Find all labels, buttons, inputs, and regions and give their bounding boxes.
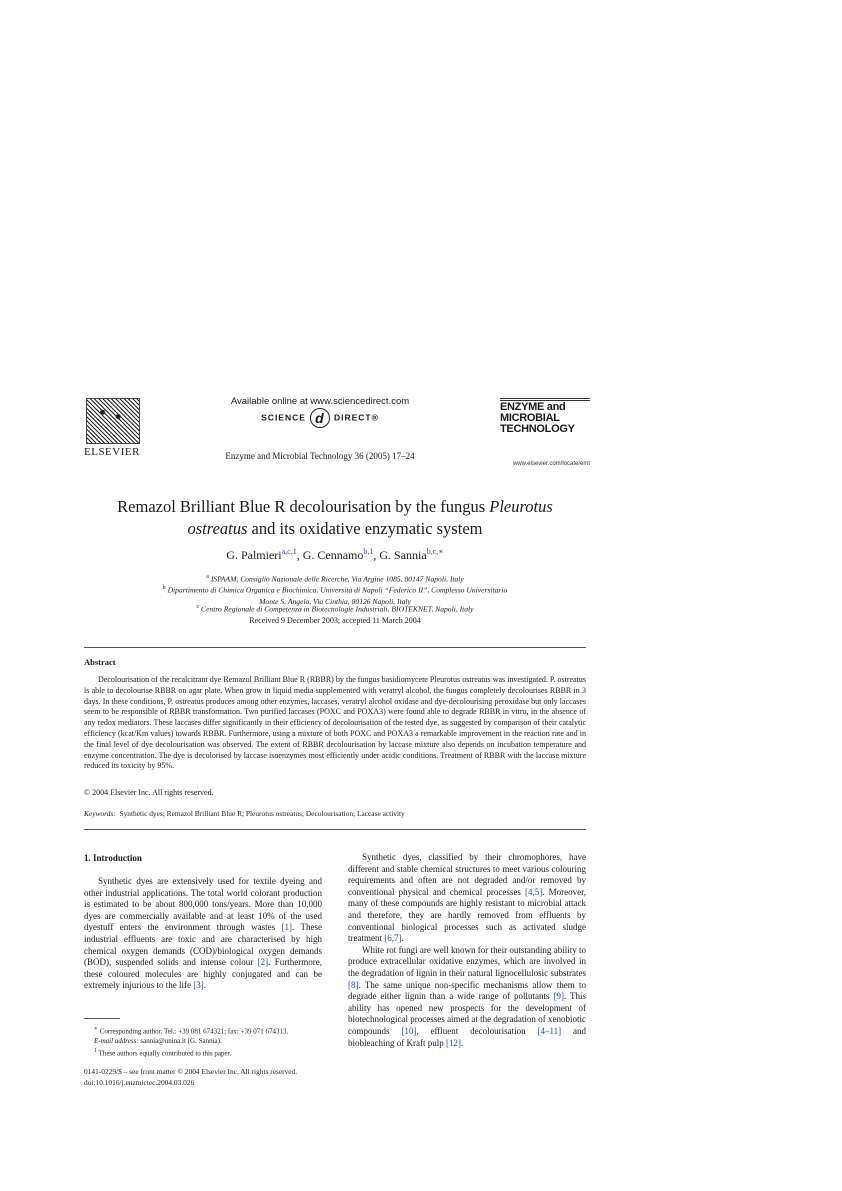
abstract-text: Decolourisation of the recalcitrant dye Remazol Brilliant Blue R (RBBR) by the fungus basidiomycete Pleurotus ostreatus was investigated. P. ostreatus is able to decolourise RBBR on agar plate. When grow in liquid media supplemented with veratryl alcohol, the fungus completely decolourises RBBR in 3 days. In these conditions, P. ostreatus produces among other enzymes, laccases, veratryl alcohol oxidase and dye-decolourising peroxidase but only laccases seem to be responsible of RBBR transformation. Two purified laccases (POXC and POXA3) were found able to degrade RBBR in vitro, in the absence of any redox mediators. These laccases differ significantly in their efficiency of decolourisation of the tested dye, as suggested by comparison of their catalytic efficiency (kcat/Km values) towards RBBR. Furthermore, using a mixture of both POXC and POXA3 a remarkable improvement in the reaction rate and in the final level of dye decolourisation was observed. The extent of RBBR decolourisation by laccase mixture also depends on incubation temperature and enzyme concentration. The dye is decolorised by laccase isoenzymes most efficiently under acidic conditions. Treatment of RBBR with the laccase mixture reduced its toxicity by 95%.: [84, 675, 586, 771]
keywords-text: Synthetic dyes; Remazol Brilliant Blue R; Pleurotus ostreatus; Decolourisation; Laccase activity: [119, 809, 405, 818]
footnote-rule: [84, 1018, 120, 1019]
publication-meta: [84, 1067, 344, 1088]
section-heading-introduction: 1. Introduction: [84, 853, 142, 863]
citation-4-5[interactable]: [4,5]: [525, 886, 543, 897]
citation-10[interactable]: [10]: [401, 1025, 417, 1036]
title-part-1: Remazol Brilliant Blue R decolourisation by the fungus: [117, 497, 490, 516]
citation-12[interactable]: [12]: [445, 1037, 461, 1048]
doi-line[interactable]: doi:10.1016/j.enzmictec.2004.03.026: [84, 1077, 195, 1087]
abstract-copyright: © 2004 Elsevier Inc. All rights reserved.: [84, 788, 214, 797]
keywords-label: Keywords:: [84, 809, 116, 818]
column-left: [84, 876, 322, 992]
sciencedirect-logo: [200, 408, 440, 428]
footnote-corresponding: ∗ Corresponding author. Tel.: +39 081 674321; fax: +39 071 674313.: [94, 1026, 289, 1036]
affiliation-b: $^b$ Dipartimento di Chimica Organica e Biochimica, Università di Napoli “Federico II”, Complesso Universitario Monte S. Angelo, Via Cinthia, 80126 Napoli, Italy: [162, 585, 508, 606]
available-online: Available online at www.sciencedirect.com: [230, 396, 410, 407]
citation-1[interactable]: [1]: [281, 922, 293, 933]
author-3: , G. Sannia: [373, 548, 427, 562]
author-list: [120, 547, 550, 563]
citation-4-11[interactable]: [4–11]: [537, 1025, 562, 1036]
column-right: [348, 852, 586, 1049]
citation-6-7[interactable]: [6,7]: [384, 933, 402, 944]
journal-url[interactable]: www.elsevier.com/locate/emt: [512, 461, 590, 467]
intro-paragraph-3: White rot fungi are well known for their outstanding ability to produce extracellular oxidative enzymes, which are involved in the degradation of lignin in their natural lignocellulosic substrates [8]. The same unique non-specific mechanisms allow them to degrade either lignin than a wide range of pollutants [9]. This ability has opened new prospects for the development of biotechnological processes aimed at the degradation of xenobiotic compounds [10], effluent decolourisation [4–11] and biobleaching of Kraft pulp [12].: [348, 944, 587, 1048]
elsevier-tree-icon: [86, 398, 140, 444]
author-1-affil[interactable]: a,c,1: [281, 547, 297, 556]
affiliation-a: $^a$ ISPAAM, Consiglio Nazionale delle Ricerche, Via Argine 1085, 80147 Napoli, Italy: [206, 574, 464, 584]
sciencedirect-mark: d: [310, 408, 330, 428]
footnotes: [84, 1024, 334, 1059]
title-part-2: and its oxidative enzymatic system: [247, 519, 483, 538]
issn-line: 0141-0229/$ – see front matter © 2004 Elsevier Inc. All rights reserved.: [84, 1067, 298, 1076]
publisher-name: ELSEVIER: [84, 446, 140, 458]
title-italic-2: ostreatus: [187, 519, 248, 538]
citation-8[interactable]: [8]: [348, 979, 359, 990]
divider-bottom: [84, 829, 586, 830]
journal-citation: Enzyme and Microbial Technology 36 (2005) 17–24: [225, 451, 415, 461]
received-dates: Received 9 December 2003; accepted 11 March 2004: [249, 616, 421, 625]
journal-logo-line3: TECHNOLOGY: [500, 423, 575, 435]
journal-logo: [500, 398, 590, 435]
article-title: [100, 496, 570, 540]
intro-paragraph-1: Synthetic dyes are extensively used for textile dyeing and other industrial applications. The total world colorant production is estimated to be about 800,000 tons/years. More than 10,000 dyes are commercially available and at least 10% of the used dyestuff enters the environment through wastes [1]. These industrial effluents are toxic and are characterised by high chemical oxygen demands (COD)/biological oxygen demands (BOD), suspended solids and intense colour [2]. Furthermore, these coloured molecules are highly conjugated and can be extremely injurious to the life [3].: [84, 876, 322, 991]
citation-9[interactable]: [9]: [553, 991, 564, 1002]
sciencedirect-right: DIRECT®: [333, 412, 379, 423]
footnote-email: E-mail address: sannia@unina.it (G. Sannia).: [94, 1037, 222, 1046]
author-3-affil[interactable]: b,c,∗: [426, 547, 444, 556]
title-italic-1: Pleurotus: [489, 497, 553, 516]
abstract-heading: Abstract: [84, 657, 116, 667]
author-2: , G. Cennamo: [296, 548, 364, 562]
keywords: [84, 809, 586, 818]
sciencedirect-left: SCIENCE: [261, 412, 306, 423]
journal-logo-line2: MICROBIAL: [500, 412, 560, 424]
citation-3[interactable]: [3]: [193, 980, 204, 991]
journal-logo-line1: ENZYME and: [500, 401, 566, 413]
intro-paragraph-2: Synthetic dyes, classified by their chromophores, have different and stable chemical structures to meet various colouring requirements and often are not degraded and/or removed by conventional physical and chemical processes [4,5]. Moreover, many of these compounds are highly resistant to microbial attack and therefore, they are hardly removed from effluents by conventional biological processes such as activated sludge treatment [6,7].: [348, 852, 586, 944]
citation-2[interactable]: [2]: [257, 957, 269, 968]
author-1: G. Palmieri: [226, 548, 282, 562]
elsevier-logo: [84, 398, 140, 460]
author-2-affil[interactable]: b,1: [363, 547, 374, 556]
divider-top: [84, 647, 586, 648]
footnote-equal: $^1$ These authors equally contributed to this paper.: [94, 1048, 232, 1058]
affiliation-c: $^c$ Centro Regionale di Competenza in Biotecnologie Industriali, BIOTEKNET, Napoli, Italy: [196, 604, 474, 614]
